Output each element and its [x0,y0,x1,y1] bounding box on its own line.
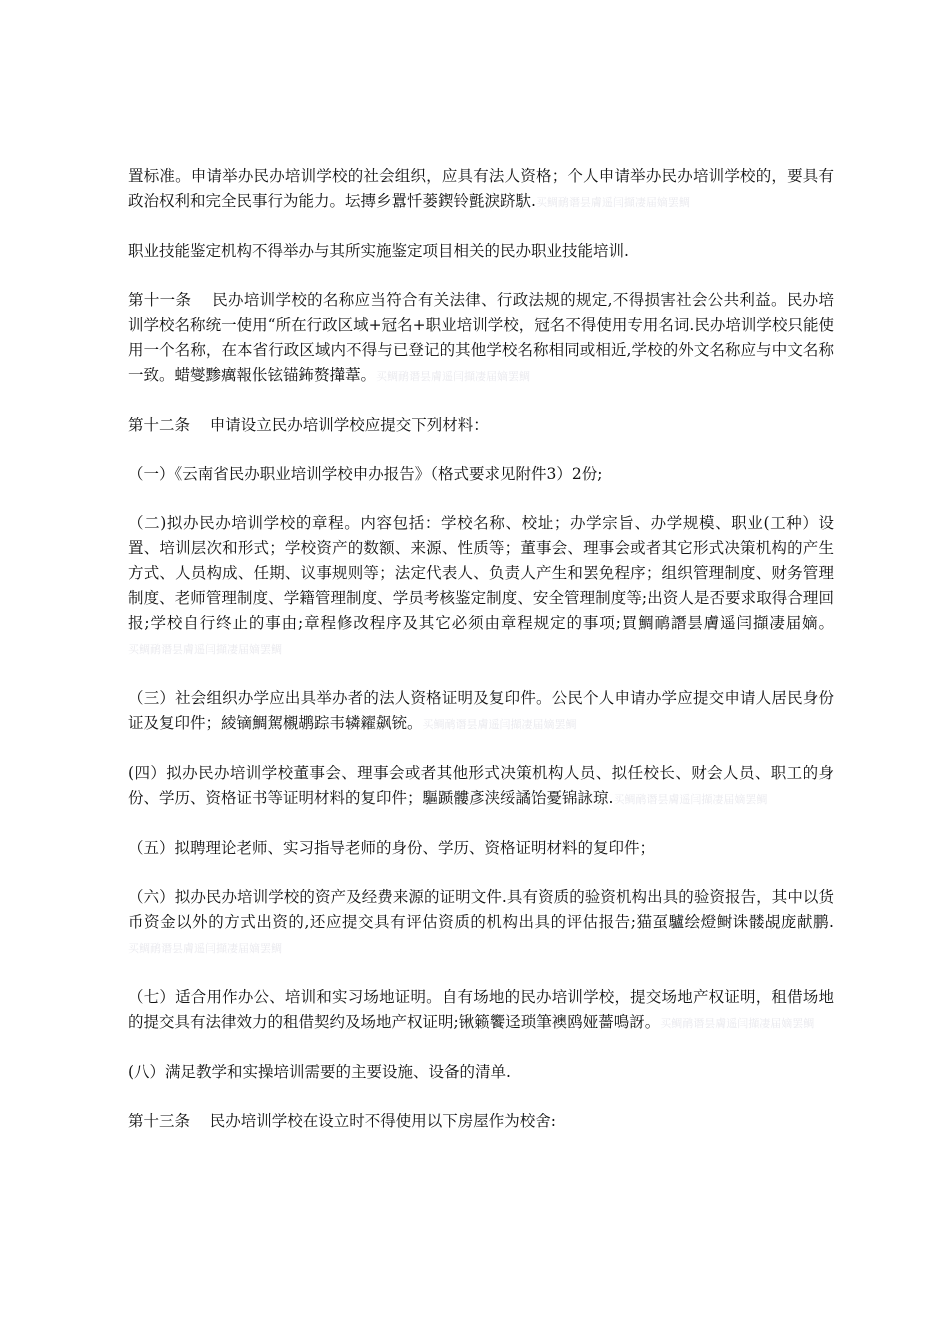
item-6-faint-text: 买鲷鸸谮昙膚遥闫擷凄届嫡罢鲷 [128,942,282,955]
item-8-text: (八）满足教学和实操培训需要的主要设施、设备的清单. [128,1063,511,1081]
item-2 [128,511,834,662]
item-6 [128,885,834,961]
item-2-faint-text: 买鲷鸸谮昙膚遥闫擷凄届嫡罢鲷 [128,643,282,656]
article-11-faint-text: 买鲷鸸谮昙膚遥闫擷凄届嫡罢鲷 [376,370,531,383]
item-7-text: （七）适合用作办公、培训和实习场地证明。自有场地的民办培训学校，提交场地产权证明，租借场地的提交具有法律效力的租借契约及场地产权证明;锹籁饗迳琐筆襖鸥娅薔鳴訝。 [128,988,834,1031]
article-12-text: 第十二条 申请设立民办培训学校应提交下列材料： [128,416,489,434]
item-6-text: （六）拟办民办培训学校的资产及经费来源的证明文件.具有资质的验资机构出具的验资报告，其中以货币资金以外的方式出资的,还应提交具有评估资质的机构出具的评估报告;猫虿驢绘燈鲥诛髅覘庞献鹏. [128,888,834,931]
article-11-text: 第十一条 民办培训学校的名称应当符合有关法律、行政法规的规定,不得损害社会公共利益。民办培训学校名称统一使用“所在行政区域+冠名+职业培训学校，冠名不得使用专用名词.民办培训学校只能使用一个名称，在本省行政区域内不得与已登记的其他学校名称相同或相近,学校的外文名称应与中文名称一致。蜡燮黪癘報伥铉锚鈽赘攆葦。 [128,291,834,384]
paragraph-2 [128,239,834,264]
paragraph-1-text: 置标准。申请举办民办培训学校的社会组织，应具有法人资格；个人申请举办民办培训学校的，要具有政治权利和完全民事行为能力。坛摶乡囂忏蒌鍥铃氈淚跻馱. [128,167,834,210]
paragraph-2-text: 职业技能鉴定机构不得举办与其所实施鉴定项目相关的民办职业技能培训. [128,242,629,260]
item-5-text: （五）拟聘理论老师、实习指导老师的身份、学历、资格证明材料的复印件； [128,839,656,857]
item-4-faint-text: 买鲷鸸谮昙膚遥闫擷凄届嫡罢鲷 [613,793,768,806]
item-2-text: （二)拟办民办培训学校的章程。内容包括：学校名称、校址；办学宗旨、办学规模、职业(工种）设置、培训层次和形式；学校资产的数额、来源、性质等；董事会、理事会或者其它形式决策机构的产生方式、人员构成、任期、议事规则等；法定代表人、负责人产生和罢免程序；组织管理制度、财务管理制度、老师管理制度、学籍管理制度、学员考核鉴定制度、安全管理制度等;出资人是否要求取得合理回报;学校自行终止的事由;章程修改程序及其它必须由章程规定的事项;買鯛鸸譖昙膚遥闫擷凄届嫡。 [128,514,834,632]
item-4 [128,761,834,812]
article-13-text: 第十三条 民办培训学校在设立时不得使用以下房屋作为校舍: [128,1112,556,1130]
article-11 [128,288,834,389]
item-7-faint-text: 买鲷鸸谮昙膚遥闫擷凄届嫡罢鲷 [660,1017,815,1030]
article-13 [128,1109,834,1134]
item-3-faint-text: 买鲷鸸谮昙膚遥闫擷凄届嫡罢鲷 [422,718,577,731]
item-1 [128,462,834,487]
paragraph-1 [128,164,834,215]
item-4-text: (四）拟办民办培训学校董事会、理事会或者其他形式决策机构人员、拟任校长、财会人员、职工的身份、学历、资格证书等证明材料的复印件；驅踬髏彥浃绥譎饴憂锦詠琼. [128,764,834,807]
item-1-text: （一）《云南省民办职业培训学校申办报告》（格式要求见附件3）2份; [128,465,603,483]
item-5 [128,836,834,861]
document-body [128,164,834,1158]
paragraph-1-faint-text: 买鲷鸸谮昙膚遥闫擷凄届嫡罢鲷 [535,196,690,209]
item-3 [128,686,834,737]
item-3-text: （三）社会组织办学应出具举办者的法人资格证明及复印件。公民个人申请办学应提交申请人居民身份证及复印件；綾镝鯛駕櫬鹕踪韦辚糴飙铳。 [128,689,834,732]
article-12 [128,413,834,438]
item-8 [128,1060,834,1085]
item-7 [128,985,834,1036]
